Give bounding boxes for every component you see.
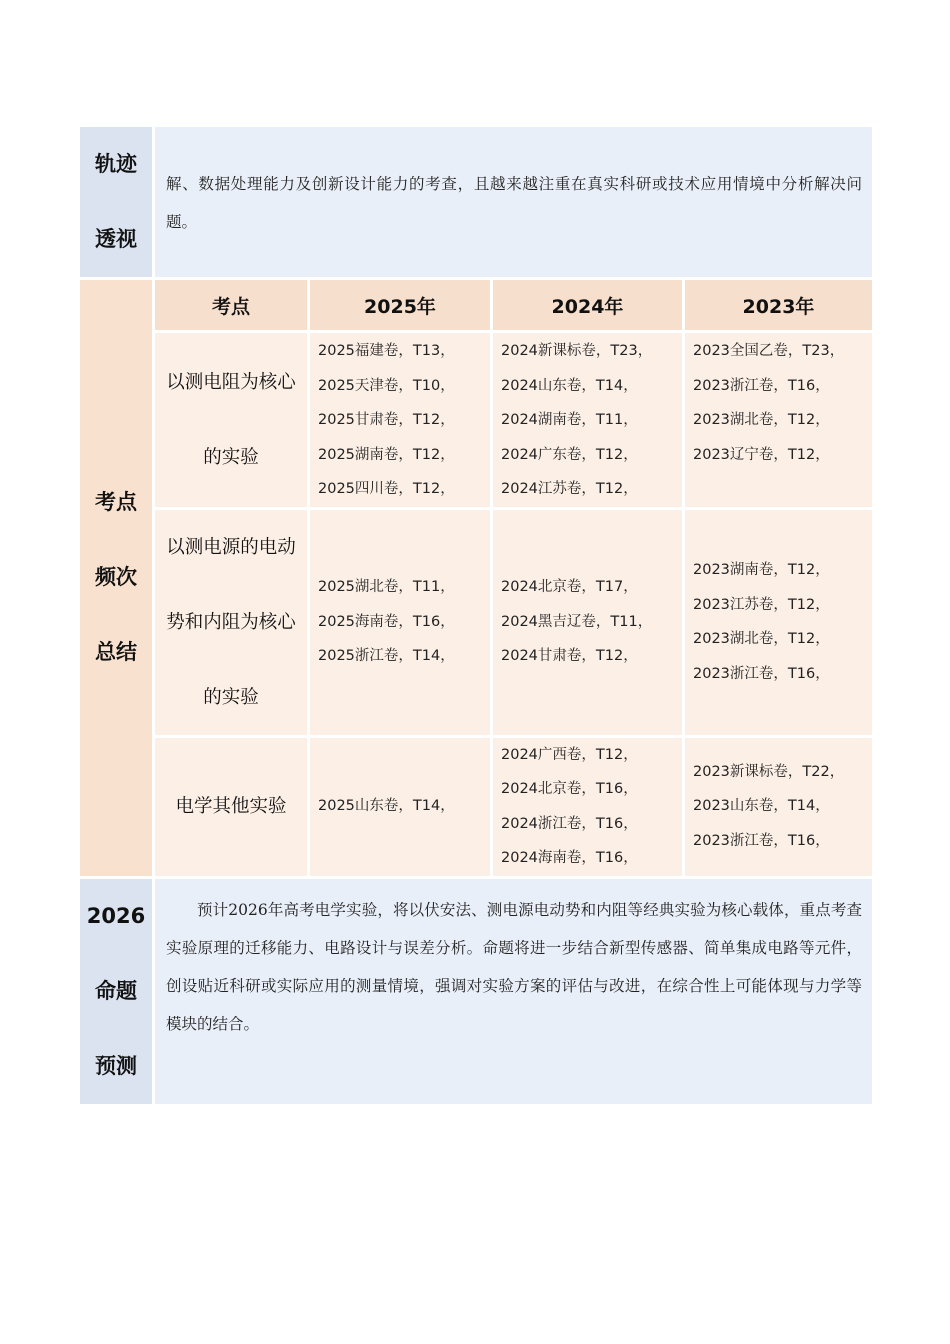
exam-entry: 2024黑吉辽卷，T11， — [501, 613, 653, 630]
analysis-document — [80, 127, 872, 1107]
exam-entry: 2025浙江卷，T14， — [318, 648, 455, 665]
track-text — [155, 127, 872, 280]
topic-line: 的实验 — [203, 446, 259, 468]
prediction-label-line-3: 预测 — [95, 1053, 137, 1078]
exam-entry: 2024浙江卷，T16， — [501, 815, 638, 832]
exam-entry: 2024北京卷，T17， — [501, 579, 638, 596]
frequency-grid — [155, 280, 872, 876]
exam-entry: 2023全国乙卷，T23， — [693, 343, 845, 359]
exam-entry: 2023新课标卷，T22， — [693, 763, 845, 780]
table-row — [155, 738, 872, 876]
frequency-label-line-2: 频次 — [95, 565, 137, 590]
cell-2023 — [685, 738, 872, 876]
exam-entry: 2024广西卷，T12， — [501, 746, 638, 763]
exam-entry: 2025湖南卷，T12， — [318, 446, 455, 463]
table-row — [155, 333, 872, 510]
topic-line: 以测电源的电动 — [166, 536, 296, 558]
exam-entry: 2024海南卷，T16， — [501, 850, 638, 866]
track-paragraph: 解、数据处理能力及创新设计能力的考查，且越来越注重在真实科研或技术应用情境中分析解决问题。 — [166, 175, 862, 231]
header-2023: 2023年 — [685, 280, 872, 333]
prediction-label — [80, 879, 155, 1107]
cell-2025 — [310, 738, 493, 876]
track-label-line-2: 透视 — [95, 227, 137, 251]
exam-entry: 2024新课标卷，T23， — [501, 343, 653, 359]
exam-entry: 2023山东卷，T14， — [693, 798, 830, 815]
track-label-line-1: 轨迹 — [95, 152, 137, 176]
exam-entry: 2023湖北卷，T12， — [693, 412, 830, 428]
frequency-label-line-3: 总结 — [95, 640, 137, 665]
exam-entry: 2024甘肃卷，T12， — [501, 648, 638, 665]
cell-2024 — [493, 333, 685, 510]
exam-entry: 2024北京卷，T16， — [501, 781, 638, 797]
cell-2025 — [310, 510, 493, 738]
exam-entry: 2023湖南卷，T12， — [693, 562, 830, 578]
track-label — [80, 127, 155, 280]
topic-line: 势和内阻为核心 — [166, 611, 296, 633]
exam-entry: 2025天津卷，T10， — [318, 377, 455, 394]
frequency-grid-cell — [155, 280, 872, 879]
exam-entry: 2024山东卷，T14， — [501, 377, 638, 394]
exam-entry: 2025四川卷，T12， — [318, 481, 455, 497]
exam-entry: 2025甘肃卷，T12， — [318, 412, 455, 428]
topic-cell — [155, 333, 310, 510]
topic-line: 电学其他实验 — [175, 796, 287, 817]
header-topic: 考点 — [155, 280, 310, 333]
frequency-label — [80, 280, 155, 879]
cell-2024 — [493, 738, 685, 876]
exam-entry: 2025山东卷，T14， — [318, 798, 455, 815]
topic-cell — [155, 510, 310, 738]
summary-table — [80, 127, 872, 1107]
prediction-text — [155, 879, 872, 1107]
table-row — [155, 510, 872, 738]
prediction-label-line-1: 2026 — [86, 903, 146, 928]
topic-line: 以测电阻为核心 — [166, 371, 296, 393]
exam-entry: 2023浙江卷，T16， — [693, 665, 830, 682]
exam-entry: 2023浙江卷，T16， — [693, 377, 830, 394]
frequency-label-line-1: 考点 — [95, 490, 137, 515]
exam-entry: 2025福建卷，T13， — [318, 343, 455, 359]
exam-entry: 2025海南卷，T16， — [318, 613, 455, 630]
header-2025: 2025年 — [310, 280, 493, 333]
prediction-paragraph: 预计2026年高考电学实验，将以伏安法、测电源电动势和内阻等经典实验为核心载体，重点考查实验原理的迁移能力、电路设计与误差分析。命题将进一步结合新型传感器、简单集成电路等元件，创设贴近科研或实际应用的测量情境，强调对实验方案的评估与改进，在综合性上可能体现与力学等模块的结合。 — [166, 900, 862, 1033]
exam-entry: 2024江苏卷，T12， — [501, 481, 638, 497]
exam-entry: 2023浙江卷，T16， — [693, 832, 830, 849]
cell-2024 — [493, 510, 685, 738]
cell-2023 — [685, 333, 872, 510]
exam-entry: 2024湖南卷，T11， — [501, 412, 638, 428]
exam-entry: 2024广东卷，T12， — [501, 446, 638, 463]
topic-line: 的实验 — [203, 686, 259, 708]
exam-entry: 2023湖北卷，T12， — [693, 631, 830, 647]
exam-entry: 2023辽宁卷，T12， — [693, 446, 830, 463]
exam-entry: 2023江苏卷，T12， — [693, 596, 830, 613]
topic-cell — [155, 738, 310, 876]
cell-2023 — [685, 510, 872, 738]
exam-entry: 2025湖北卷，T11， — [318, 579, 455, 596]
cell-2025 — [310, 333, 493, 510]
prediction-label-line-2: 命题 — [95, 978, 137, 1003]
header-2024: 2024年 — [493, 280, 685, 333]
